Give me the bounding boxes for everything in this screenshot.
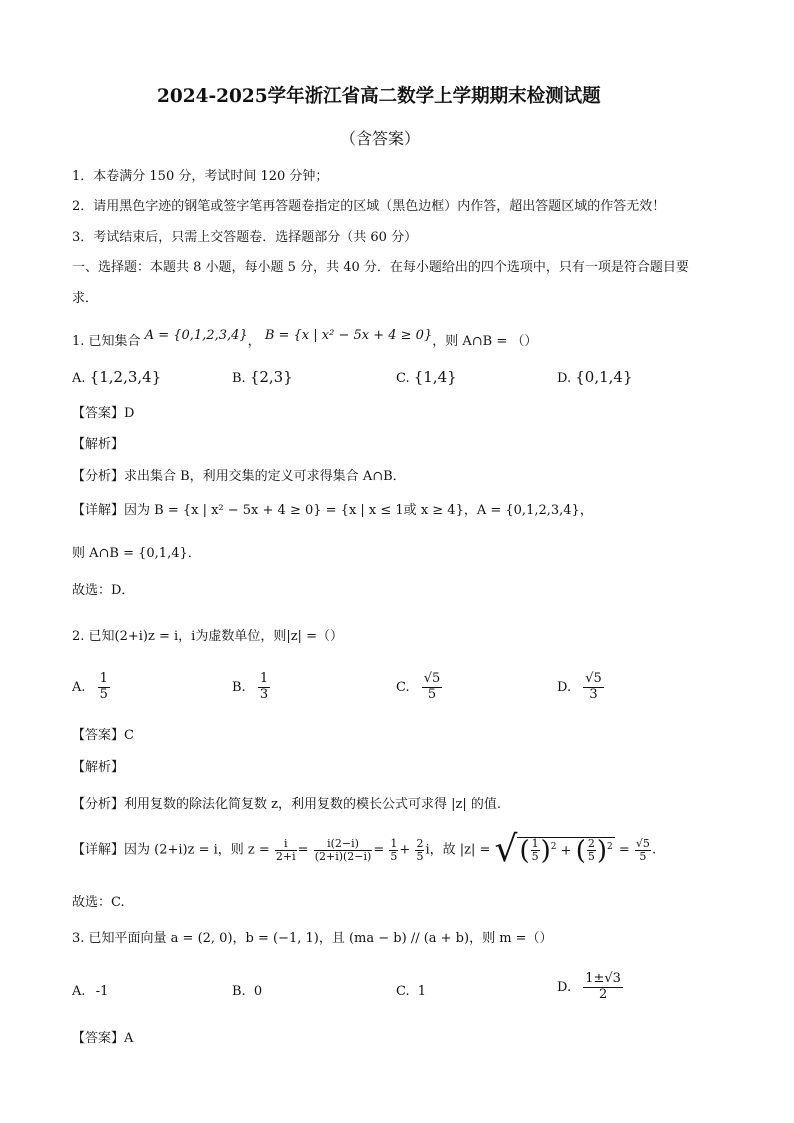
q1-option-d-value: {0,1,4} [575, 368, 633, 386]
q3-option-b-label: B. [232, 984, 246, 999]
q1-set-b: B = {x | x² − 5x + 4 ≥ 0} [264, 328, 433, 343]
q3-option-a-value: -1 [95, 984, 109, 999]
q3-answer: 【答案】A [72, 1031, 134, 1046]
q2-option-b-num: 1 [259, 671, 269, 686]
q2-frac-2 [314, 838, 373, 862]
q2-sq-frac-1-num: 1 [531, 837, 539, 851]
q2-choose: 故选：C. [72, 895, 125, 910]
q1-option-b [232, 368, 293, 386]
q1-option-c [396, 368, 457, 386]
q2-sq-frac-1-den: 5 [531, 850, 539, 863]
note-1: 1．本卷满分 150 分，考试时间 120 分钟； [72, 169, 329, 184]
q2-option-b-label: B. [232, 679, 246, 695]
q3-option-a [72, 984, 108, 999]
q2-option-c-label: C. [396, 679, 410, 695]
q2-frac-1-den: 2+i [275, 849, 296, 863]
q3-option-d-num: 1±√3 [585, 971, 621, 986]
q2-option-a-label: A. [72, 679, 86, 695]
q2-result-num: √5 [635, 836, 650, 850]
q2-option-a-num: 1 [99, 671, 108, 686]
q2-frac-4 [415, 838, 424, 862]
note-2: 2．请用黑色字迹的钢笔或签字笔再答题卷指定的区域（黑色边框）内作答，超出答题区域的作答无效！ [72, 199, 666, 214]
q2-fenxi: 【分析】利用复数的除法化简复数 z，利用复数的模长公式可求得 |z| 的值. [72, 797, 501, 812]
q2-option-c [396, 672, 442, 703]
q1-choose: 故选：D． [72, 583, 135, 598]
q1-option-b-value: {2,3} [249, 368, 293, 386]
q3-option-d-label: D. [557, 979, 572, 995]
q2-frac-1 [275, 838, 297, 862]
q2-frac-4-num: 2 [416, 836, 424, 850]
q2-detail-prefix: 【详解】因为 (2+i)z = i，则 z = [72, 842, 270, 858]
q3-option-c-label: C. [396, 984, 410, 999]
q1-option-a-value: {1,2,3,4} [89, 368, 162, 386]
q2-option-d [557, 672, 604, 703]
q2-frac-2-den: (2+i)(2−i) [314, 849, 372, 863]
q2-mod-text: i，故 |z| = [425, 842, 491, 858]
q2-option-c-num: √5 [423, 671, 441, 686]
q1-stem [72, 328, 538, 350]
q2-sqrt-sign: √ [494, 829, 518, 870]
q3-option-c [396, 984, 426, 999]
q2-option-c-fraction [422, 672, 443, 703]
q1-option-c-value: {1,4} [413, 368, 457, 386]
note-3: 3．考试结束后，只需上交答题卷．选择题部分（共 60 分） [72, 230, 418, 245]
q2-frac-2-num: i(2−i) [327, 836, 359, 850]
q2-frac-3-num: 1 [390, 836, 398, 850]
page-title: 2024-2025学年浙江省高二数学上学期期末检测试题 [157, 86, 601, 107]
q3-option-d-fraction [583, 972, 623, 1003]
q3-option-d-den: 2 [583, 987, 623, 1003]
q3-option-b [232, 984, 262, 999]
q1-detail-1: 【详解】因为 B = {x | x² − 5x + 4 ≥ 0} = {x | x ≤ 1或 x ≥ 4}，A = {0,1,2,3,4}， [72, 503, 593, 518]
q1-option-d [557, 368, 633, 386]
q2-frac-3 [389, 838, 398, 862]
q1-fenxi: 【分析】求出集合 B，利用交集的定义可求得集合 A∩B． [72, 469, 406, 484]
q1-option-b-label: B. [232, 371, 246, 386]
q2-sq-frac-2-num: 2 [587, 837, 595, 851]
q2-result-den: 5 [635, 850, 651, 863]
q2-jiexi: 【解析】 [72, 760, 125, 775]
section-heading-line2: 求． [72, 291, 99, 306]
q1-option-d-label: D. [557, 371, 572, 386]
q2-frac-3-den: 5 [390, 849, 398, 863]
q2-option-c-den: 5 [422, 687, 443, 703]
q2-sqrt-body: ( $\frac{1}{5}$ )$^2$ + ( $\frac{2}{5}$ )$^2$ [519, 835, 613, 866]
q1-answer: 【答案】D [72, 406, 135, 421]
q1-jiexi: 【解析】 [72, 437, 125, 452]
q2-sq-frac-2 [587, 838, 596, 862]
q2-answer: 【答案】C [72, 728, 134, 743]
q2-option-b [232, 672, 270, 703]
q2-detail: 【详解】因为 (2+i)z = i，则 z = $\frac{i}{2+i}$ = $\frac{i(2-i)}{(2+i)(2-i)}$ = $\frac{1}{5}$ + $\frac{2}{5}$ i，故 |z| = √( $\frac{1}{5}$ )$^2$ + ( $\frac{2}{5}$ )$^2$ = $\frac{√5}{5}$ . [72, 829, 657, 870]
q2-frac-1-num: i [284, 836, 288, 850]
page-subtitle: （含答案） [340, 129, 421, 148]
q3-option-c-value: 1 [417, 984, 427, 999]
q2-option-d-num: √5 [585, 671, 602, 686]
q2-sq-frac-2-den: 5 [587, 850, 595, 863]
q1-set-a: A = {0,1,2,3,4} [144, 328, 248, 343]
q1-stem-prefix: 1. 已知集合 [72, 334, 141, 349]
q3-option-d [557, 972, 623, 1003]
q2-option-a [72, 672, 110, 703]
q2-option-d-fraction [583, 672, 604, 703]
q3-option-a-label: A. [72, 984, 86, 999]
q2-option-b-fraction [258, 672, 270, 703]
q1-comma: ， [247, 334, 261, 349]
q1-option-a [72, 368, 161, 386]
q2-option-d-label: D. [557, 679, 572, 695]
q1-option-a-label: A. [72, 371, 86, 386]
section-heading-line1: 一、选择题：本题共 8 小题，每小题 5 分，共 40 分．在每小题给出的四个选项中，只有一项是符合题目要 [72, 260, 689, 275]
q1-detail-2: 则 A∩B = {0,1,4}． [72, 546, 201, 561]
q2-option-d-den: 3 [583, 687, 604, 703]
q1-option-c-label: C. [396, 371, 410, 386]
q1-stem-suffix: ，则 A∩B = （） [432, 334, 538, 349]
q2-option-a-fraction [98, 672, 110, 703]
q2-result-frac [635, 838, 651, 862]
q2-option-a-den: 5 [99, 686, 108, 702]
q3-stem: 3. 已知平面向量 a = (2, 0)，b = (−1, 1)，且 (ma − b) // (a + b)，则 m =（） [72, 931, 553, 946]
q3-option-b-value: 0 [253, 984, 263, 999]
q2-frac-4-den: 5 [416, 849, 424, 863]
q2-stem: 2. 已知(2+i)z = i，i为虚数单位，则|z| =（） [72, 629, 343, 644]
q2-sq-frac-1 [531, 838, 540, 862]
q2-option-b-den: 3 [259, 686, 269, 702]
